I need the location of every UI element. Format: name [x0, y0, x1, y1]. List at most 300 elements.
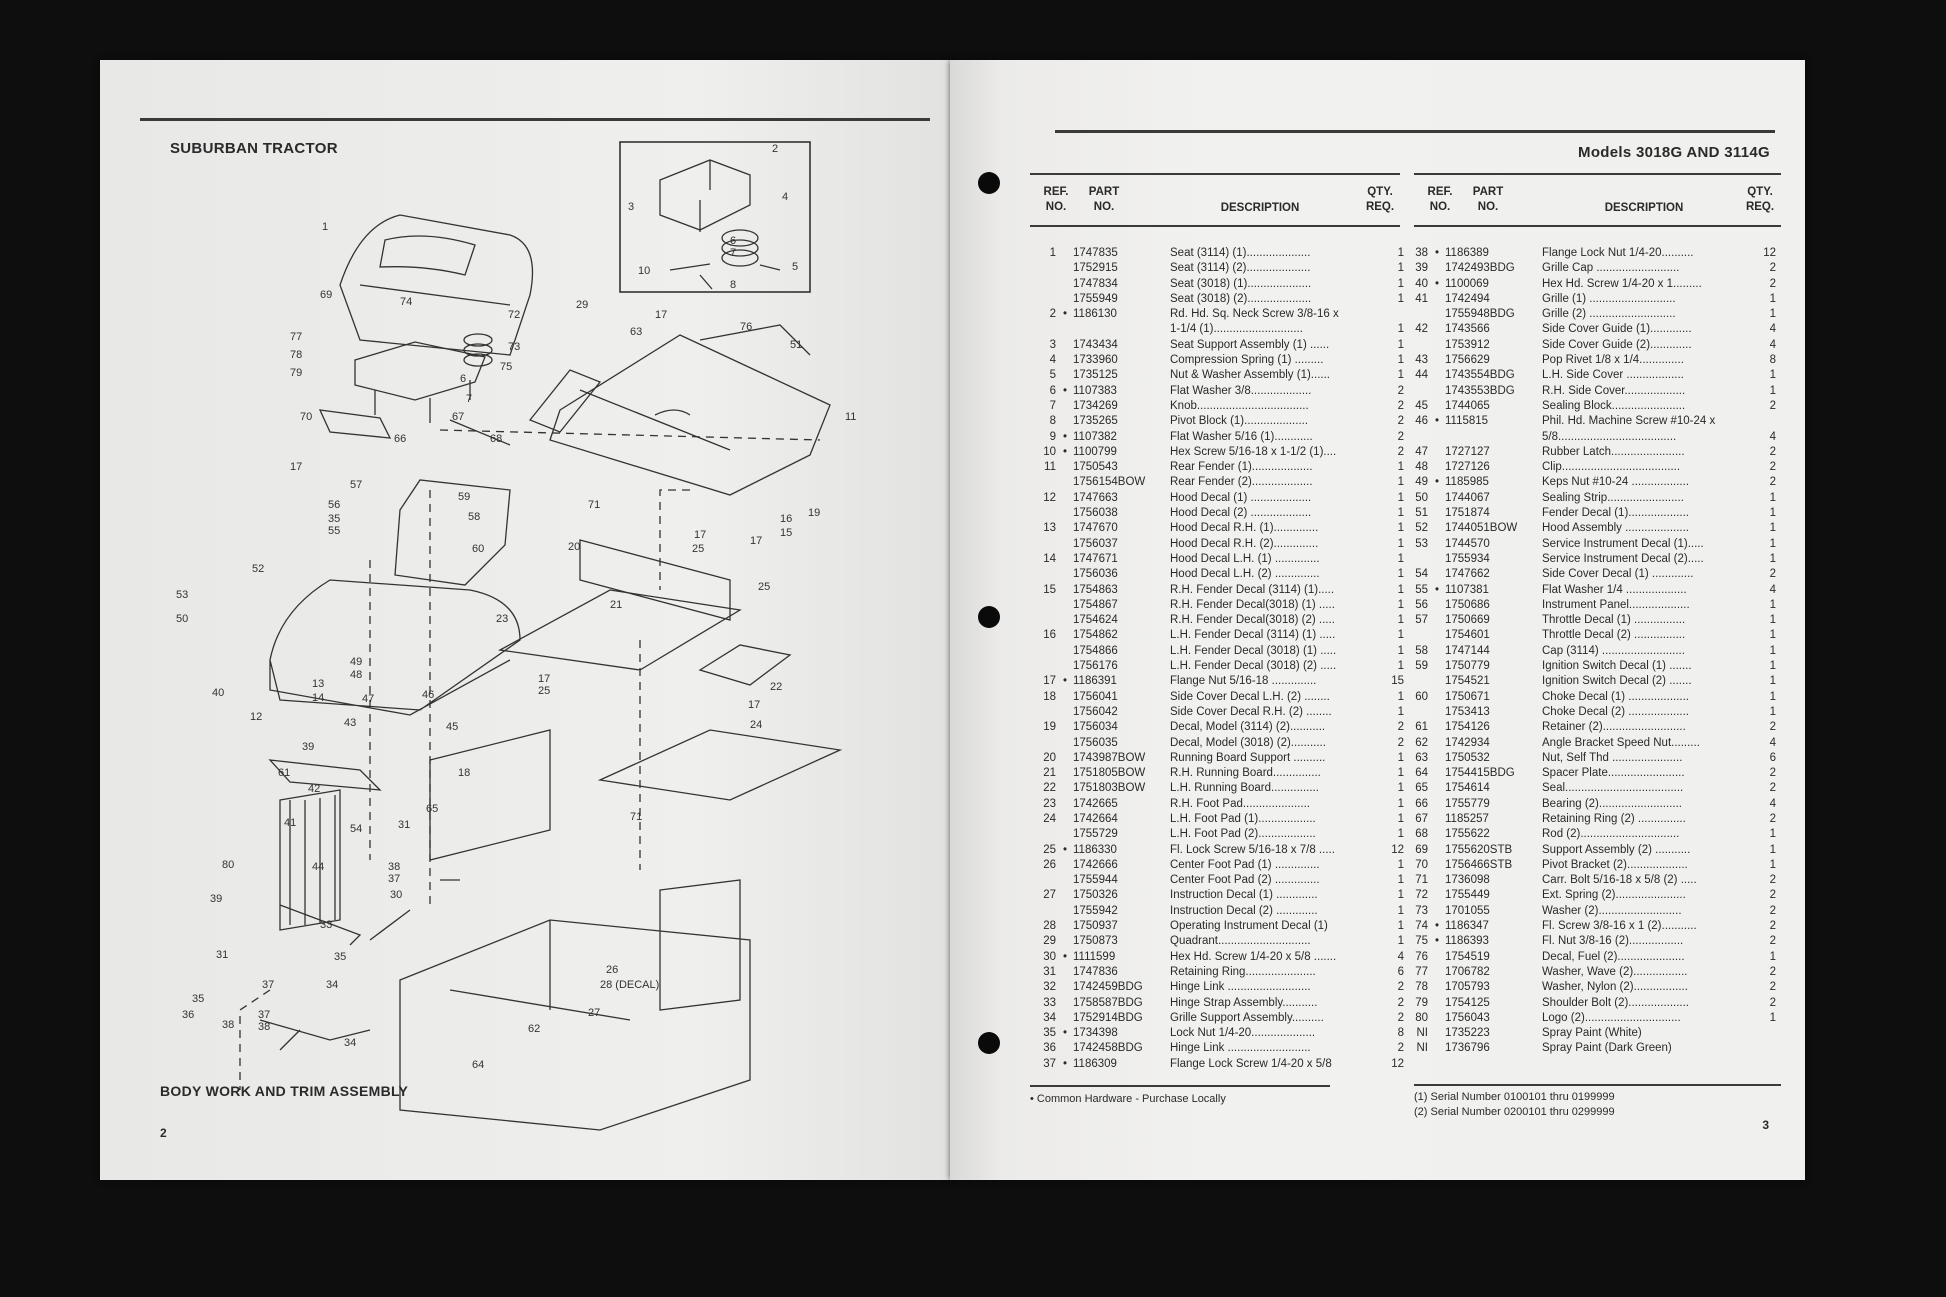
quantity-required: 1 [1397, 889, 1404, 902]
common-hardware-bullet: • [1434, 277, 1440, 290]
part-number: 1756176 [1073, 660, 1118, 673]
callout-54: 54 [350, 823, 363, 835]
quantity-required: 2 [1769, 461, 1776, 474]
parts-row [1402, 1041, 1782, 1056]
quantity-required: 1 [1397, 858, 1404, 871]
quantity-required: 1 [1769, 644, 1776, 657]
callout-17: 17 [290, 461, 303, 473]
part-description: Grille Cap .......................... [1542, 262, 1680, 275]
quantity-required: 1 [1397, 491, 1404, 504]
ref-number: 35 [1043, 1027, 1056, 1040]
callout-52: 52 [252, 563, 265, 575]
callout-47: 47 [362, 693, 375, 705]
part-description: Grille (2) ........................... [1542, 308, 1676, 321]
part-description: Hinge Link .......................... [1170, 981, 1311, 994]
parts-row [1030, 322, 1410, 337]
quantity-required: 1 [1397, 782, 1404, 795]
ref-number: 10 [1043, 445, 1056, 458]
part-number: 1755779 [1445, 797, 1490, 810]
callout-10: 10 [638, 265, 651, 277]
quantity-required: 1 [1397, 629, 1404, 642]
callout-16: 16 [780, 513, 793, 525]
part-description: Retainer (2).......................... [1542, 721, 1686, 734]
quantity-required: 1 [1769, 705, 1776, 718]
side-cover [430, 730, 550, 860]
quantity-required: 1 [1397, 507, 1404, 520]
parts-row [1402, 399, 1782, 414]
part-description: Hinge Strap Assembly........... [1170, 996, 1318, 1009]
part-number: 1747662 [1445, 568, 1490, 581]
models-title: Models 3018G AND 3114G [1578, 144, 1770, 161]
part-description: Support Assembly (2) ........... [1542, 843, 1691, 856]
page-number-left: 2 [160, 1126, 167, 1140]
callout-53: 53 [176, 589, 189, 601]
parts-row [1030, 1026, 1410, 1041]
common-hardware-bullet: • [1062, 843, 1068, 856]
part-number: 1107382 [1073, 430, 1117, 443]
callout-60: 60 [472, 543, 485, 555]
callout-45: 45 [446, 721, 459, 733]
part-number: 1186393 [1445, 935, 1489, 948]
parts-row [1402, 277, 1782, 292]
quantity-required: 1 [1397, 797, 1404, 810]
part-description: Knob................................... [1170, 399, 1309, 412]
quantity-required: 1 [1769, 660, 1776, 673]
ref-number: 71 [1415, 874, 1428, 887]
callout-67: 67 [452, 411, 465, 423]
parts-row [1030, 919, 1410, 934]
part-number: 1754867 [1073, 598, 1118, 611]
parts-row [1030, 628, 1410, 643]
parts-row [1402, 583, 1782, 598]
parts-row [1030, 353, 1410, 368]
callout-37: 37 [388, 873, 401, 885]
part-number: 1747670 [1073, 522, 1118, 535]
callout-8: 8 [730, 279, 737, 291]
parts-row [1030, 1011, 1410, 1026]
quantity-required: 2 [1769, 262, 1776, 275]
quantity-required: 12 [1763, 247, 1776, 259]
callout-78: 78 [290, 349, 303, 361]
ref-number: 1 [1049, 247, 1056, 259]
part-number: 1755934 [1445, 552, 1490, 565]
part-description: Washer, Nylon (2)................. [1542, 981, 1688, 994]
callout-4: 4 [782, 191, 789, 203]
part-description: Side Cover Decal L.H. (2) ........ [1170, 690, 1330, 703]
part-number: 1743434 [1073, 338, 1118, 351]
parts-row [1030, 996, 1410, 1011]
parts-row [1402, 506, 1782, 521]
part-description: Carr. Bolt 5/16-18 x 5/8 (2) ..... [1542, 874, 1697, 887]
part-description: Keps Nut #10-24 .................. [1542, 476, 1690, 489]
part-number: 1756466STB [1445, 858, 1513, 871]
part-description: Ext. Spring (2)...................... [1542, 889, 1686, 902]
callout-31: 31 [398, 819, 411, 831]
parts-row [1402, 246, 1782, 261]
callout-25c: 25 [538, 685, 551, 697]
parts-row [1402, 705, 1782, 720]
quantity-required: 1 [1397, 461, 1404, 474]
ref-number: 55 [1415, 583, 1428, 596]
ref-number: 19 [1043, 721, 1056, 734]
callout-21: 21 [610, 599, 623, 611]
parts-row [1402, 1026, 1782, 1041]
part-number: 1107381 [1445, 583, 1489, 596]
callout-27: 27 [588, 1007, 601, 1019]
callout-62: 62 [528, 1023, 541, 1035]
parts-row [1402, 751, 1782, 766]
part-description: Retaining Ring (2) ............... [1542, 812, 1686, 825]
quantity-required: 2 [1769, 782, 1776, 795]
ref-number: 30 [1043, 950, 1056, 963]
callout-11: 11 [845, 411, 857, 423]
part-description: Grille (1) ........................... [1542, 292, 1676, 305]
header-bottom-rule-1 [1030, 225, 1400, 227]
ref-number: 53 [1415, 537, 1428, 550]
quantity-required: 2 [1397, 445, 1404, 458]
ref-number: 9 [1049, 430, 1056, 443]
common-hardware-bullet: • [1062, 445, 1068, 458]
ref-number: 31 [1043, 965, 1056, 978]
ref-number: 16 [1043, 629, 1056, 642]
quantity-required: 1 [1769, 858, 1776, 871]
part-number: 1735223 [1445, 1027, 1490, 1040]
col1-qty-header: QTY. REQ. [1365, 186, 1395, 213]
rear-fender [550, 325, 830, 495]
part-description: R.H. Fender Decal(3018) (2) ..... [1170, 614, 1335, 627]
ref-number: 60 [1415, 690, 1428, 703]
quantity-required: 2 [1769, 445, 1776, 458]
ref-number: 21 [1043, 767, 1056, 780]
quantity-required: 4 [1769, 736, 1776, 749]
callout-35: 35 [328, 513, 341, 525]
part-number: 1744065 [1445, 399, 1490, 412]
part-number: 1743566 [1445, 323, 1490, 336]
callout-36: 36 [182, 1009, 195, 1021]
ref-number: 65 [1415, 782, 1428, 795]
quantity-required: 1 [1397, 277, 1404, 290]
quantity-required: 1 [1769, 507, 1776, 520]
ref-number: 28 [1043, 920, 1056, 933]
part-number: 1756037 [1073, 537, 1118, 550]
ref-number: 66 [1415, 797, 1428, 810]
quantity-required: 1 [1769, 690, 1776, 703]
quantity-required: 4 [1769, 338, 1776, 351]
part-number: 1186389 [1445, 247, 1489, 259]
ref-number: 72 [1415, 889, 1428, 902]
parts-row [1030, 292, 1410, 307]
quantity-required: 2 [1769, 476, 1776, 489]
part-description: Flat Washer 1/4 ................... [1542, 583, 1687, 596]
part-description: Throttle Decal (2) ................ [1542, 629, 1686, 642]
parts-row [1030, 950, 1410, 965]
parts-row [1030, 659, 1410, 674]
part-description: Decal, Model (3018) (2)........... [1170, 736, 1326, 749]
part-description: Hood Decal R.H. (1).............. [1170, 522, 1319, 535]
ref-number: 42 [1415, 323, 1428, 336]
part-number: 1705793 [1445, 981, 1490, 994]
ref-number: 13 [1043, 522, 1056, 535]
parts-row [1402, 934, 1782, 949]
part-description: Angle Bracket Speed Nut......... [1542, 736, 1700, 749]
part-description: R.H. Fender Decal (3114) (1)..... [1170, 583, 1335, 596]
part-description: L.H. Side Cover .................. [1542, 369, 1684, 382]
parts-row [1030, 888, 1410, 903]
part-number: 1755449 [1445, 889, 1490, 902]
part-number: 1735265 [1073, 415, 1118, 428]
parts-row [1402, 353, 1782, 368]
part-number: 1755944 [1073, 874, 1118, 887]
part-description: Phil. Hd. Machine Screw #10-24 x [1542, 415, 1716, 428]
parts-row [1402, 414, 1782, 429]
part-description: L.H. Fender Decal (3018) (1) ..... [1170, 644, 1337, 657]
part-number: 1751805BOW [1073, 767, 1146, 780]
part-number: 1758587BDG [1073, 996, 1143, 1009]
quantity-required: 1 [1397, 323, 1404, 336]
parts-row [1030, 736, 1410, 751]
parts-row [1402, 812, 1782, 827]
part-description: Pivot Block (1).................... [1170, 415, 1309, 428]
ref-number: 40 [1415, 277, 1428, 290]
parts-row [1402, 904, 1782, 919]
part-description: Seat Support Assembly (1) ...... [1170, 338, 1330, 351]
parts-row [1402, 338, 1782, 353]
common-hardware-bullet: • [1062, 384, 1068, 397]
callout-12: 12 [250, 711, 263, 723]
part-description: Seal..................................... [1542, 782, 1684, 795]
part-description: Grille Support Assembly.......... [1170, 1011, 1324, 1024]
part-description: Flange Lock Screw 1/4-20 x 5/8 [1170, 1057, 1332, 1070]
callout-69: 69 [320, 289, 333, 301]
part-number: 1752914BDG [1073, 1011, 1143, 1024]
part-number: 1743987BOW [1073, 751, 1146, 764]
part-description: R.H. Running Board............... [1170, 767, 1321, 780]
callout-58: 58 [468, 511, 481, 523]
part-number: 1742934 [1445, 736, 1490, 749]
inset-spring [722, 230, 758, 246]
quantity-required: 1 [1397, 476, 1404, 489]
part-description: R.H. Foot Pad..................... [1170, 797, 1310, 810]
part-description: Instruction Decal (1) ............. [1170, 889, 1318, 902]
ref-number: 68 [1415, 828, 1428, 841]
part-number: 1186330 [1073, 843, 1117, 856]
part-number: 1753413 [1445, 705, 1490, 718]
part-number: 1750873 [1073, 935, 1118, 948]
ref-number: 56 [1415, 598, 1428, 611]
binder-hole-bottom [978, 1032, 1000, 1054]
part-number: 1755729 [1073, 828, 1118, 841]
ref-number: 38 [1415, 247, 1428, 259]
part-number: 1754601 [1445, 629, 1490, 642]
part-description: Instrument Panel................... [1542, 598, 1690, 611]
part-number: 1734269 [1073, 399, 1118, 412]
parts-row [1402, 888, 1782, 903]
callout-40: 40 [212, 687, 225, 699]
ref-number: 29 [1043, 935, 1056, 948]
part-number: 1742458BDG [1073, 1042, 1143, 1055]
callout-71: 71 [588, 499, 601, 511]
part-number: 1756038 [1073, 507, 1118, 520]
quantity-required: 6 [1397, 965, 1404, 978]
quantity-required: 1 [1397, 292, 1404, 305]
part-description: Center Foot Pad (1) .............. [1170, 858, 1320, 871]
parts-row [1030, 384, 1410, 399]
parts-row [1402, 766, 1782, 781]
ref-number: 3 [1049, 338, 1056, 351]
part-description: Retaining Ring...................... [1170, 965, 1316, 978]
part-description: Rear Fender (2)................... [1170, 476, 1313, 489]
quantity-required: 2 [1769, 767, 1776, 780]
ref-number: 11 [1044, 461, 1056, 474]
parts-row [1030, 827, 1410, 842]
binder-hole-top [978, 172, 1000, 194]
quantity-required: 1 [1397, 552, 1404, 565]
callout-41: 41 [284, 817, 297, 829]
part-number: 1754624 [1073, 614, 1118, 627]
part-number: 1754862 [1073, 629, 1118, 642]
footer-rule-1 [1030, 1085, 1330, 1087]
part-number: 1747834 [1073, 277, 1118, 290]
part-number: 1727127 [1445, 445, 1490, 458]
parts-row [1030, 705, 1410, 720]
quantity-required: 2 [1769, 904, 1776, 917]
common-hardware-bullet: • [1434, 935, 1440, 948]
part-description: Hinge Link .......................... [1170, 1042, 1311, 1055]
part-description: Logo (2).............................. [1542, 1011, 1681, 1024]
parts-row [1030, 858, 1410, 873]
callout-30: 30 [390, 889, 403, 901]
quantity-required: 2 [1397, 996, 1404, 1009]
part-number: 1747144 [1445, 644, 1490, 657]
serial-note-1: (1) Serial Number 0100101 thru 0199999 [1414, 1091, 1615, 1103]
part-number: 1111599 [1073, 950, 1116, 963]
part-number: 1743553BDG [1445, 384, 1515, 397]
part-number: 1744570 [1445, 537, 1490, 550]
parts-row [1402, 292, 1782, 307]
parts-row [1030, 307, 1410, 322]
quantity-required: 1 [1769, 491, 1776, 504]
ref-number: 52 [1415, 522, 1428, 535]
part-number: 1754614 [1445, 782, 1490, 795]
header-bottom-rule-2 [1414, 225, 1781, 227]
parts-row [1402, 537, 1782, 552]
callout-3: 3 [628, 201, 635, 213]
seat [340, 215, 533, 355]
part-description: Operating Instrument Decal (1) [1170, 920, 1328, 933]
quantity-required: 1 [1397, 690, 1404, 703]
part-number: 1756035 [1073, 736, 1118, 749]
quantity-required: 1 [1397, 522, 1404, 535]
part-description: Hood Decal (1) ................... [1170, 491, 1312, 504]
callout-70: 70 [300, 411, 313, 423]
part-number: 1756041 [1073, 690, 1118, 703]
part-description: Decal, Model (3114) (2)........... [1170, 721, 1326, 734]
quantity-required: 1 [1397, 904, 1404, 917]
parts-row [1030, 277, 1410, 292]
ref-number: 62 [1415, 736, 1428, 749]
ref-number: 74 [1415, 920, 1428, 933]
parts-row [1402, 827, 1782, 842]
parts-row [1030, 797, 1410, 812]
ref-number: 12 [1043, 491, 1056, 504]
parts-row [1402, 567, 1782, 582]
callout-31b: 31 [216, 949, 229, 961]
parts-row [1402, 307, 1782, 322]
part-number: 1706782 [1445, 965, 1490, 978]
part-description: R.H. Fender Decal(3018) (1) ..... [1170, 598, 1335, 611]
part-description: Hood Decal (2) ................... [1170, 507, 1312, 520]
parts-row [1402, 965, 1782, 980]
parts-row [1402, 445, 1782, 460]
parts-row [1030, 368, 1410, 383]
callout-25b: 25 [758, 581, 771, 593]
common-hardware-bullet: • [1062, 950, 1068, 963]
part-description: Rubber Latch....................... [1542, 445, 1685, 458]
callout-38b: 38 [222, 1019, 235, 1031]
callout-64: 64 [472, 1059, 485, 1071]
parts-row [1030, 445, 1410, 460]
quantity-required: 1 [1769, 828, 1776, 841]
quantity-required: 2 [1397, 981, 1404, 994]
callout-17b: 17 [655, 309, 668, 321]
part-number: 1742666 [1073, 858, 1118, 871]
quantity-required: 2 [1397, 399, 1404, 412]
quantity-required: 1 [1769, 537, 1776, 550]
callout-34b: 34 [344, 1037, 357, 1049]
part-number: 1727126 [1445, 461, 1490, 474]
page-title: SUBURBAN TRACTOR [170, 140, 338, 157]
part-number: 1742664 [1073, 812, 1118, 825]
parts-row [1030, 506, 1410, 521]
callout-66: 66 [394, 433, 407, 445]
part-description: Shoulder Bolt (2)................... [1542, 996, 1690, 1009]
part-description: Washer, Wave (2)................. [1542, 965, 1688, 978]
callout-74: 74 [400, 296, 413, 308]
ref-number: NI [1416, 1042, 1428, 1055]
parts-row [1030, 414, 1410, 429]
part-description: Compression Spring (1) ......... [1170, 354, 1324, 367]
part-description: Flange Nut 5/16-18 .............. [1170, 675, 1317, 688]
callout-29: 29 [576, 299, 589, 311]
parts-row [1402, 843, 1782, 858]
part-number: 1185985 [1445, 476, 1489, 489]
ref-number: 76 [1415, 950, 1428, 963]
quantity-required: 6 [1769, 751, 1776, 764]
part-number: 1750532 [1445, 751, 1490, 764]
callout-26: 26 [606, 964, 619, 976]
parts-row [1030, 537, 1410, 552]
parts-row [1402, 1011, 1782, 1026]
ref-number: 27 [1043, 889, 1056, 902]
ref-number: NI [1416, 1027, 1428, 1040]
quantity-required: 1 [1397, 338, 1404, 351]
part-description: Seat (3114) (1).................... [1170, 247, 1311, 259]
common-hardware-bullet: • [1434, 415, 1440, 428]
quantity-required: 2 [1769, 996, 1776, 1009]
callout-50: 50 [176, 613, 189, 625]
quantity-required: 1 [1769, 843, 1776, 856]
part-number: 1754866 [1073, 644, 1118, 657]
col2-part-header: PART NO. [1472, 186, 1504, 213]
parts-row [1402, 491, 1782, 506]
quantity-required: 2 [1397, 736, 1404, 749]
ref-number: 61 [1415, 721, 1428, 734]
part-number: 1756034 [1073, 721, 1118, 734]
parts-row [1402, 996, 1782, 1011]
ref-number: 67 [1415, 812, 1428, 825]
part-description: 1-1/4 (1)............................ [1170, 323, 1303, 336]
part-number: 1747663 [1073, 491, 1118, 504]
